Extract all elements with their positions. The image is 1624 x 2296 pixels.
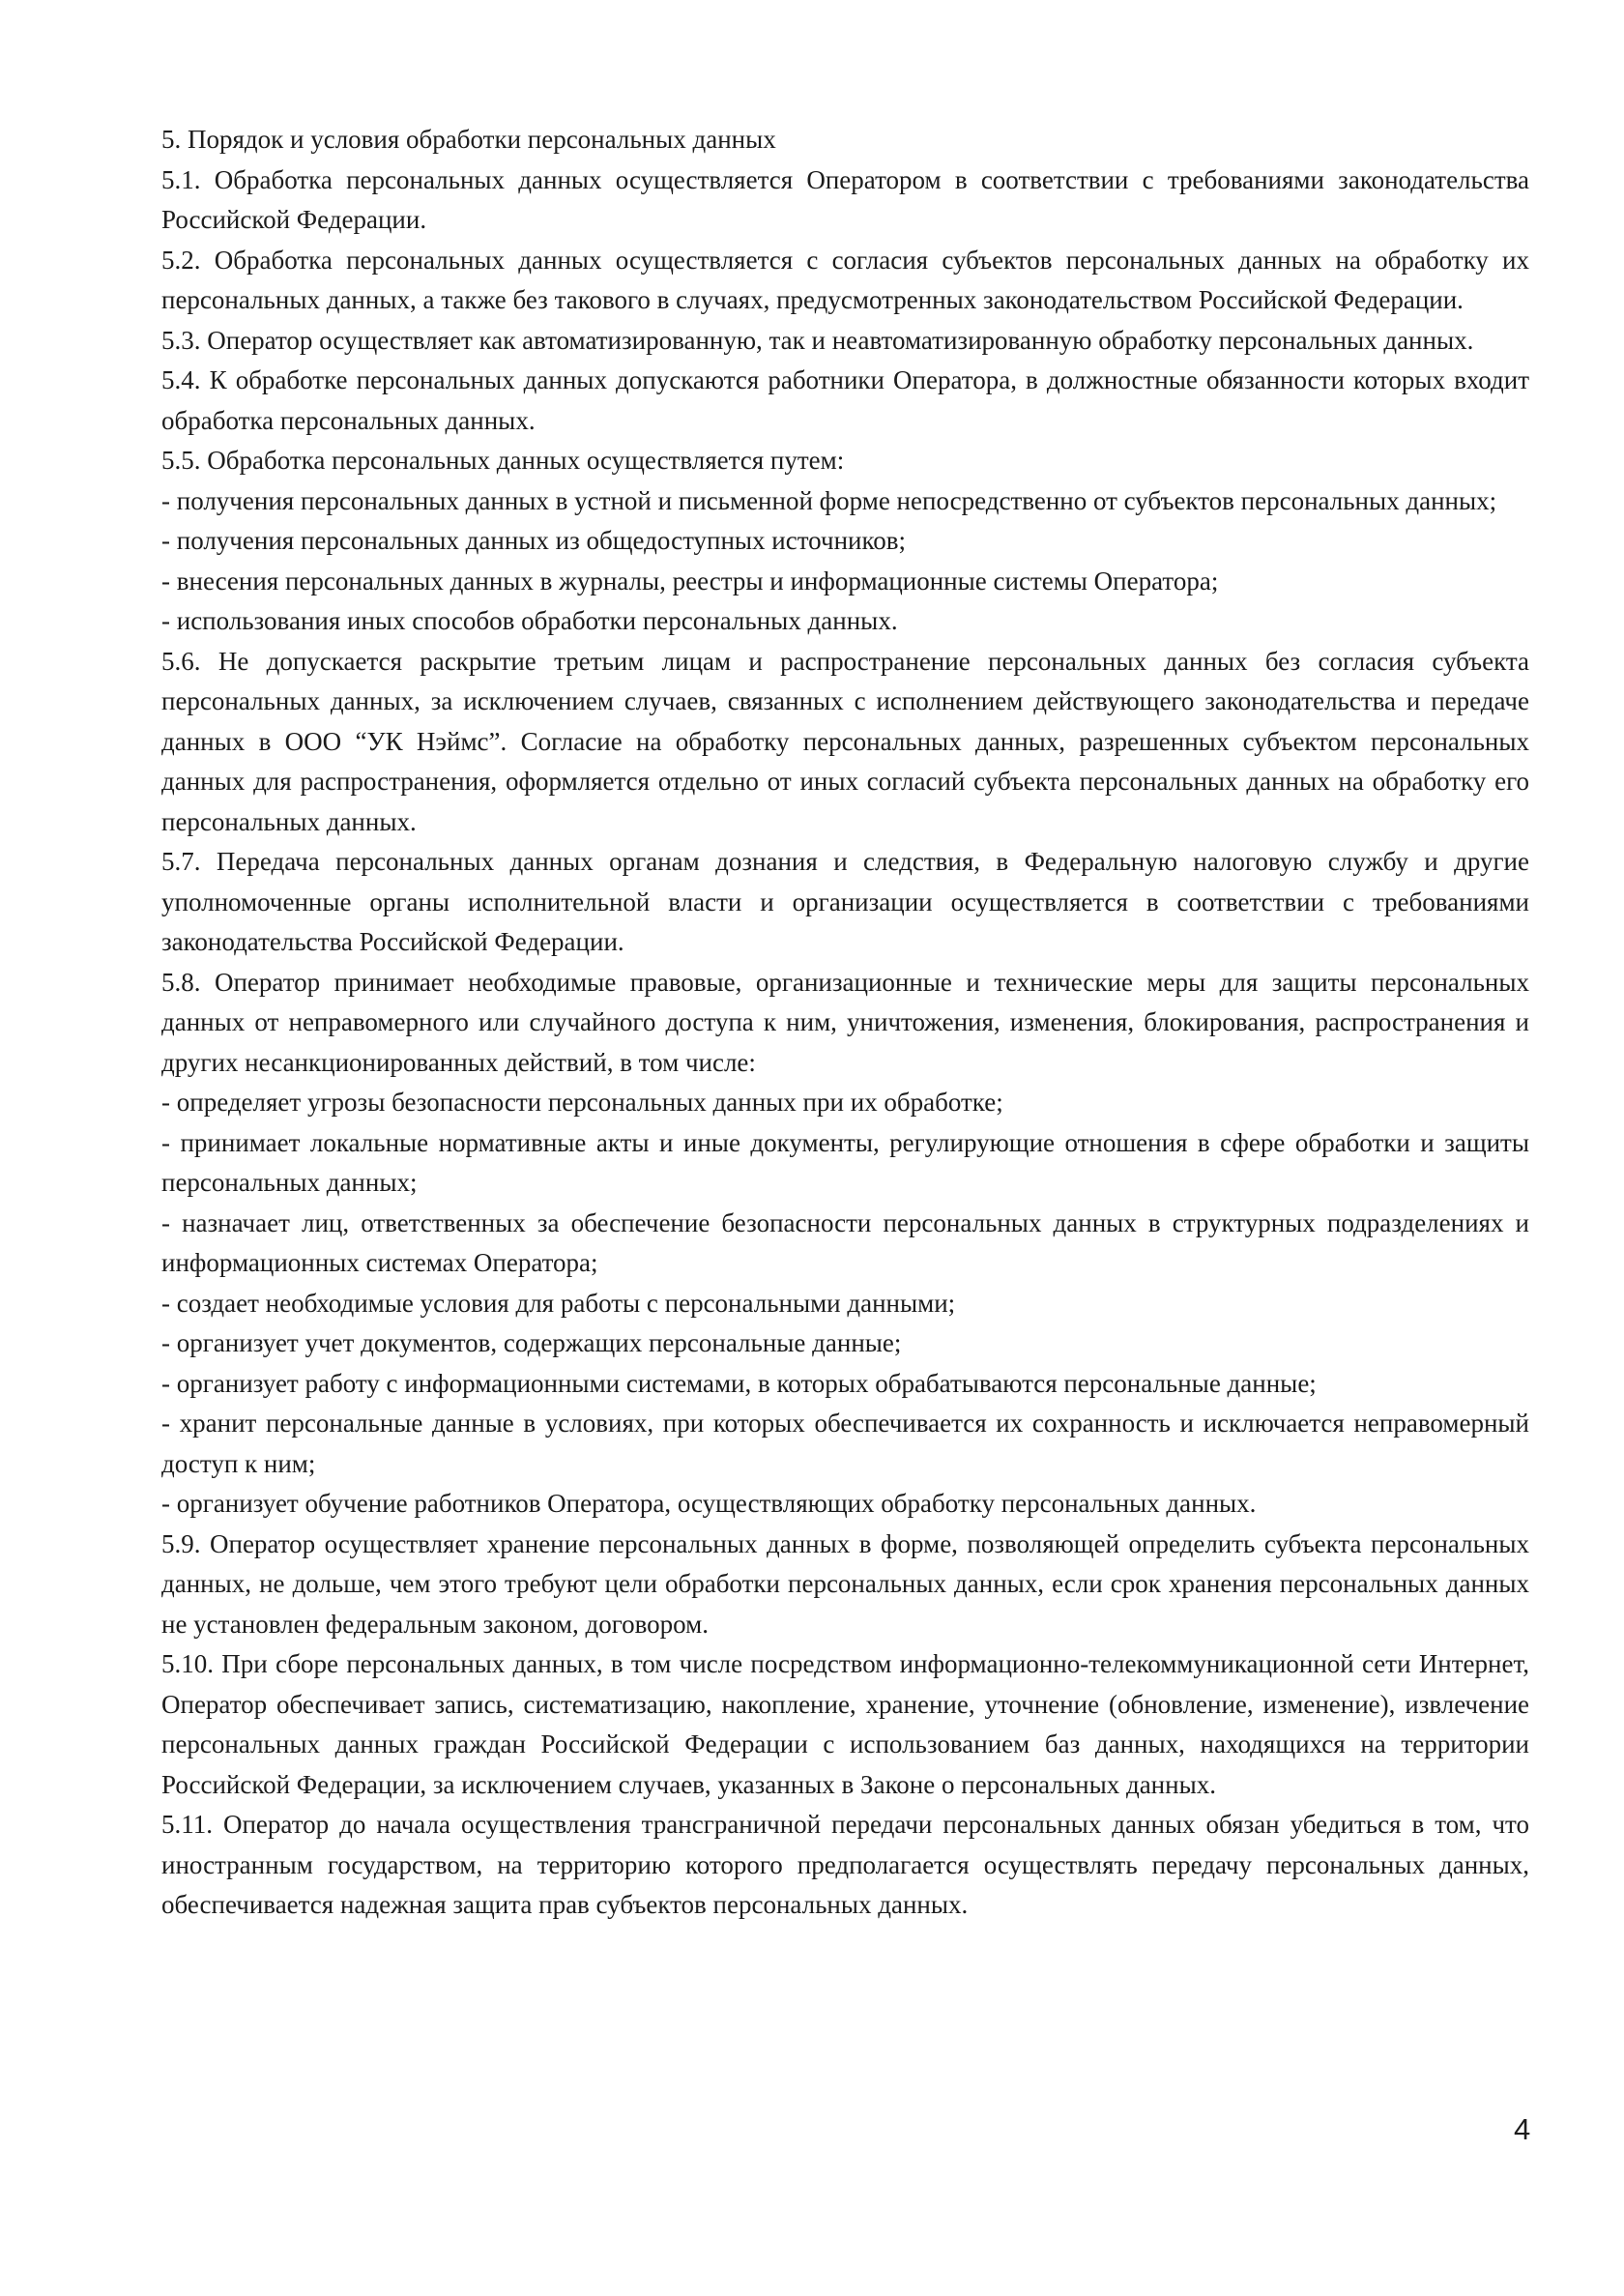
list-item: - внесения персональных данных в журналы, реестры и информационные системы Оператора; bbox=[161, 566, 1219, 596]
list-item: - создает необходимые условия для работы с персональными данными; bbox=[161, 1288, 956, 1318]
section-heading: 5. Порядок и условия обработки персональных данных bbox=[161, 125, 776, 154]
list-item: - хранит персональные данные в условиях, при которых обеспечивается их сохранность и исключается неправомерный доступ к ним; bbox=[161, 1409, 1529, 1478]
paragraph-5-6: 5.6. Не допускается раскрытие третьим лицам и распространение персональных данных без согласия субъекта персональных данных, за исключением случаев, связанных с исполнением действующего законодательства и передаче данных в ООО “УК Нэймс”. Согласие на обработку персональных данных, разрешенных субъектом персональных данных для распространения, оформляется отдельно от иных согласий субъекта персональных данных на обработку его персональных данных. bbox=[161, 646, 1529, 836]
document-body bbox=[161, 120, 1529, 1926]
list-item: - организует обучение работников Оператора, осуществляющих обработку персональных данных. bbox=[161, 1489, 1257, 1518]
list-item: - организует работу с информационными системами, в которых обрабатываются персональные данные; bbox=[161, 1368, 1317, 1398]
paragraph-5-9: 5.9. Оператор осуществляет хранение персональных данных в форме, позволяющей определить субъекта персональных данных, не дольше, чем этого требуют цели обработки персональных данных, если срок хранения персональных данных не установлен федеральным законом, договором. bbox=[161, 1528, 1529, 1639]
paragraph-5-4: 5.4. К обработке персональных данных допускаются работники Оператора, в должностные обязанности которых входит обработка персональных данных. bbox=[161, 365, 1529, 435]
list-item: - определяет угрозы безопасности персональных данных при их обработке; bbox=[161, 1088, 1003, 1117]
paragraph-5-2: 5.2. Обработка персональных данных осуществляется с согласия субъектов персональных данных на обработку их персональных данных, а также без такового в случаях, предусмотренных законодательством Российской Федерации. bbox=[161, 245, 1529, 314]
paragraph-5-11: 5.11. Оператор до начала осуществления трансграничной передачи персональных данных обязан убедиться в том, что иностранным государством, на территорию которого предполагается осуществлять передачу персональных данных, обеспечивается надежная защита прав субъектов персональных данных. bbox=[161, 1810, 1529, 1919]
list-item: - использования иных способов обработки персональных данных. bbox=[161, 606, 898, 635]
paragraph-5-1: 5.1. Обработка персональных данных осуществляется Оператором в соответствии с требованиями законодательства Российской Федерации. bbox=[161, 164, 1529, 234]
list-item: - получения персональных данных в устной и письменной форме непосредственно от субъектов персональных данных; bbox=[161, 485, 1497, 515]
paragraph-5-10: 5.10. При сборе персональных данных, в том числе посредством информационно-телекоммуникационной сети Интернет, Оператор обеспечивает запись, систематизацию, накопление, хранение, уточнение (обновление, изменение), извлечение персональных данных граждан Российской Федерации с использованием баз данных, находящихся на территории Российской Федерации, за исключением случаев, указанных в Законе о персональных данных. bbox=[161, 1649, 1529, 1799]
list-item: - назначает лиц, ответственных за обеспечение безопасности персональных данных в структурных подразделениях и информационных системах Оператора; bbox=[161, 1207, 1529, 1277]
list-item: - принимает локальные нормативные акты и иные документы, регулирующие отношения в сфере обработки и защиты персональных данных; bbox=[161, 1127, 1529, 1197]
paragraph-5-3: 5.3. Оператор осуществляет как автоматизированную, так и неавтоматизированную обработку персональных данных. bbox=[161, 325, 1474, 355]
list-item: - организует учет документов, содержащих персональные данные; bbox=[161, 1328, 902, 1357]
paragraph-5-5: 5.5. Обработка персональных данных осуществляется путем: bbox=[161, 446, 845, 475]
paragraph-5-8: 5.8. Оператор принимает необходимые правовые, организационные и технические меры для защиты персональных данных от неправомерного или случайного доступа к ним, уничтожения, изменения, блокирования, распространения и других несанкционированных действий, в том числе: bbox=[161, 967, 1529, 1077]
paragraph-5-7: 5.7. Передача персональных данных органам дознания и следствия, в Федеральную налоговую службу и другие уполномоченные органы исполнительной власти и организации осуществляется в соответствии с требованиями законодательства Российской Федерации. bbox=[161, 847, 1529, 956]
page-number: 4 bbox=[1514, 2112, 1531, 2146]
list-item: - получения персональных данных из общедоступных источников; bbox=[161, 526, 906, 555]
